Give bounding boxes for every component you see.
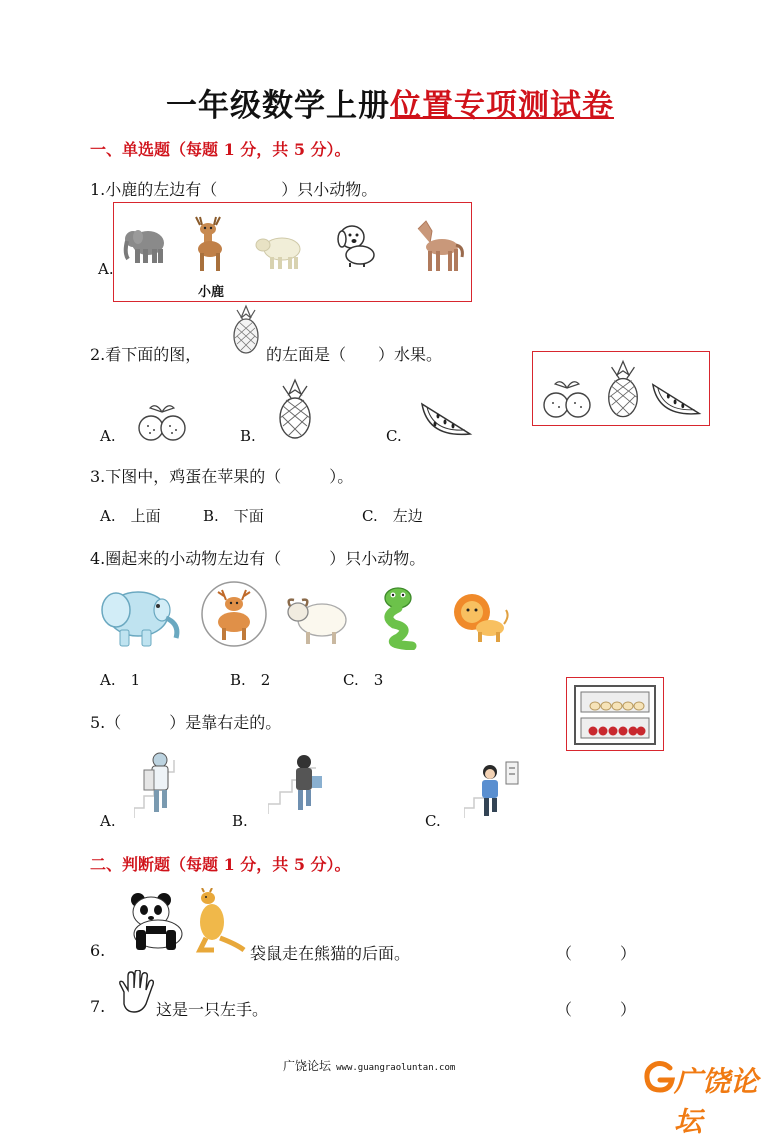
egg-apple-shelf-box — [566, 677, 664, 751]
question-4-option-a: A. 1 — [100, 671, 141, 689]
stairs-walker-a-icon — [134, 748, 180, 822]
question-2-text-before: 2.看下面的图， — [90, 345, 202, 364]
question-2-option-a: A. — [100, 427, 116, 445]
footer-logo-text: 广饶论坛 — [674, 1065, 759, 1138]
question-7-number: 7. — [90, 997, 106, 1016]
section-heading-1: 一、单选题（每题 1 分，共 5 分）。 — [90, 140, 351, 159]
question-4-option-b: B. 2 — [230, 671, 271, 689]
question-3-option-a: A. 上面 — [100, 507, 161, 525]
deer-caption: 小鹿 — [198, 285, 225, 300]
question-3-option-b: B. 下面 — [203, 507, 264, 525]
question-2-option-b: B. — [240, 427, 256, 445]
footer-site-name: 广饶论坛 — [283, 1059, 332, 1073]
question-5-option-a: A. — [100, 812, 116, 830]
question-4-option-c: C. 3 — [343, 671, 384, 689]
footer-url[interactable]: www.guangraoluntan.com — [336, 1063, 456, 1073]
question-7-text: 这是一只左手。 — [156, 1000, 269, 1019]
question-2-option-c: C. — [386, 427, 402, 445]
watermelon-icon — [418, 398, 476, 442]
pineapple-icon — [229, 304, 263, 356]
pineapple-icon — [603, 356, 643, 422]
elephant-icon — [122, 221, 170, 269]
question-6-answer-paren[interactable]: （ ） — [556, 944, 637, 963]
question-4-text: 4.圈起来的小动物左边有（ ）只小动物。 — [90, 549, 426, 568]
circled-deer-icon — [200, 580, 268, 648]
lion-icon — [448, 590, 510, 646]
fruit-row-box — [532, 351, 710, 426]
hand-icon — [118, 970, 154, 1014]
question-6-number: 6. — [90, 941, 106, 960]
kiwi-icon — [134, 400, 190, 442]
page-title — [0, 80, 780, 125]
shelf-icon — [573, 684, 657, 746]
stairs-walker-c-icon — [464, 760, 522, 822]
question-7-answer-paren[interactable]: （ ） — [556, 1000, 637, 1019]
dog-icon — [330, 221, 380, 271]
question-2-text-after: 的左面是（ ）水果。 — [266, 345, 443, 364]
watermelon-icon — [649, 378, 705, 422]
snake-icon — [372, 584, 422, 650]
question-1-text: 1.小鹿的左边有（ ）只小动物。 — [90, 180, 378, 199]
panda-icon — [116, 888, 190, 954]
question-1-animal-box — [113, 202, 472, 302]
horse-icon — [410, 217, 466, 275]
kangaroo-icon — [186, 888, 246, 954]
sheep-icon — [284, 592, 350, 648]
question-1-option-a: A. — [98, 260, 114, 278]
elephant-icon — [96, 584, 184, 650]
question-3-text: 3.下图中，鸡蛋在苹果的（ ）。 — [90, 467, 354, 486]
question-5-option-c: C. — [425, 812, 441, 830]
footer — [283, 1055, 455, 1074]
section-heading-2: 二、判断题（每题 1 分，共 5 分）。 — [90, 855, 351, 874]
stairs-walker-b-icon — [268, 752, 332, 818]
title-main: 一年级数学上册 — [166, 88, 390, 124]
question-5-text: 5.（ ）是靠右走的。 — [90, 713, 282, 732]
kiwi-icon — [539, 376, 595, 420]
pineapple-icon — [274, 378, 316, 440]
question-6-text: 袋鼠走在熊猫的后面。 — [250, 944, 411, 963]
question-5-option-b: B. — [232, 812, 248, 830]
deer-icon — [186, 213, 232, 275]
question-3-option-c: C. 左边 — [362, 507, 423, 525]
logo-mark — [642, 1060, 676, 1094]
title-highlight: 位置专项测试卷 — [390, 88, 614, 124]
logo-g-icon — [642, 1060, 676, 1094]
sheep-icon — [254, 231, 306, 273]
